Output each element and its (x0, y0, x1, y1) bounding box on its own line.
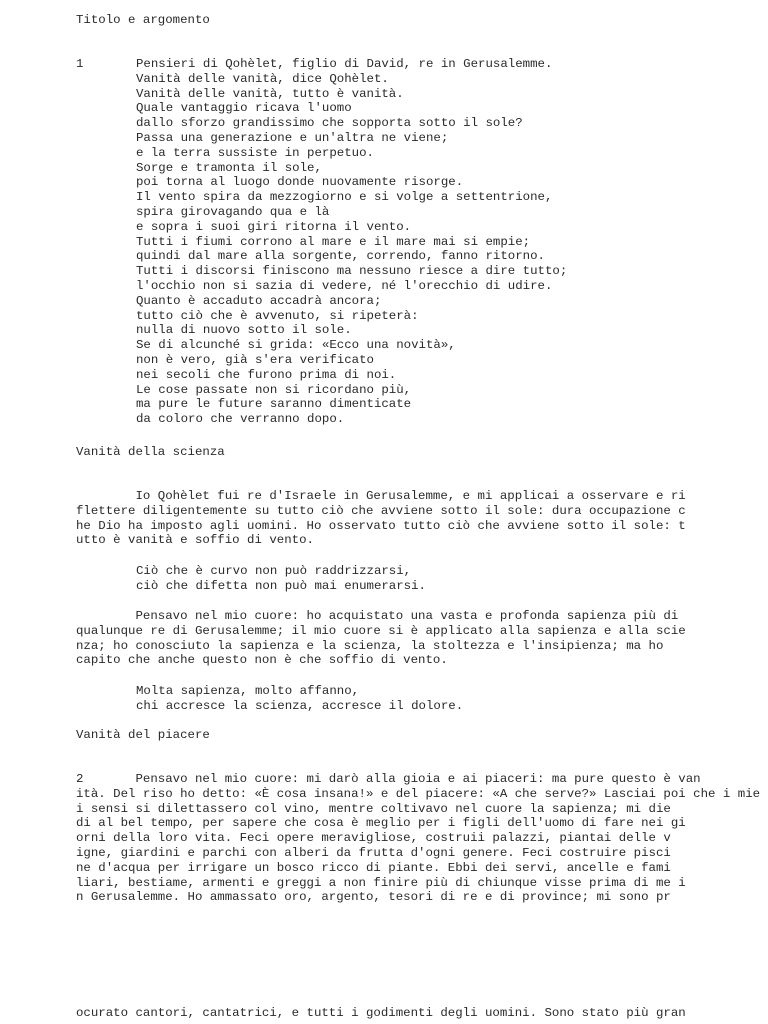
verse-line: nulla di nuovo sotto il sole. (136, 323, 352, 338)
prose-line: i sensi si dilettassero col vino, mentre coltivavo nel cuore la sapienza; mi die (76, 801, 671, 816)
prose-line: liari, bestiame, armenti e greggi a non finire più di chiunque visse prima di me i (76, 875, 686, 890)
verse-line: Ciò che è curvo non può raddrizzarsi, (136, 564, 412, 578)
prose-line: Pensavo nel mio cuore: ho acquistato una vasta e profonda sapienza più di (76, 609, 679, 623)
verse-line: l'occhio non si sazia di vedere, né l'orecchio di udire. (136, 279, 553, 293)
section-heading-scienza: Vanità della scienza (76, 445, 225, 459)
section-heading-piacere: Vanità del piacere (76, 728, 210, 742)
verse-line: ciò che difetta non può mai enumerarsi. (136, 578, 426, 593)
verse-line: Tutti i discorsi finiscono ma nessuno riesce a dire tutto; (136, 264, 568, 279)
verse-line: Sorge e tramonta il sole, (136, 160, 322, 175)
verse-line: Le cose passate non si ricordano più, (136, 382, 412, 397)
prose-line: he Dio ha imposto agli uomini. Ho osservato tutto ciò che avviene sotto il sole: t (76, 518, 686, 533)
verse-line: Tutti i fiumi corrono al mare e il mare mai si empie; (136, 234, 531, 249)
prose-line: orni della loro vita. Feci opere meravigliose, costruii palazzi, piantai delle v (76, 831, 671, 846)
verse-line: Molta sapienza, molto affanno, (136, 684, 360, 698)
prose-line: Io Qohèlet fui re d'Israele in Gerusalemme, e mi applicai a osservare e ri (76, 489, 686, 503)
verse-line: poi torna al luogo donde nuovamente risorge. (136, 175, 464, 190)
verse-line: Vanità delle vanità, tutto è vanità. (136, 86, 404, 101)
prose-line: flettere diligentemente su tutto ciò che avviene sotto il sole: dura occupazione c (76, 503, 686, 518)
verse-line: chi accresce la scienza, accresce il dolore. (136, 698, 464, 713)
verse-line: nei secoli che furono prima di noi. (136, 367, 397, 382)
prose-line: nza; ho conosciuto la sapienza e la scienza, la stoltezza e l'insipienza; ma ho (76, 638, 664, 653)
verse-line: Quanto è accaduto accadrà ancora; (136, 293, 382, 308)
verse-line: spira girovagando qua e là (136, 205, 330, 219)
verse-line: e sopra i suoi giri ritorna il vento. (136, 219, 412, 234)
verse-line: dallo sforzo grandissimo che sopporta sotto il sole? (136, 116, 523, 131)
verse-line: da coloro che verranno dopo. (136, 412, 345, 427)
chapter-number: 1 (76, 57, 84, 71)
verse-line: Il vento spira da mezzogiorno e si volge a settentrione, (136, 190, 553, 205)
prose-line: utto è vanità e soffio di vento. (76, 533, 314, 548)
verse-line: tutto ciò che è avvenuto, si ripeterà: (136, 308, 419, 323)
section-heading-titolo: Titolo e argomento (76, 13, 210, 27)
prose-line: qualunque re di Gerusalemme; il mio cuore si è applicato alla sapienza e alla scie (76, 623, 686, 638)
verse-line: Quale vantaggio ricava l'uomo (136, 101, 352, 116)
prose-line: 2 Pensavo nel mio cuore: mi darò alla gioia e ai piaceri: ma pure questo è van (76, 772, 701, 786)
continuation-line: ocurato cantori, cantatrici, e tutti i godimenti degli uomini. Sono stato più gran (76, 1006, 686, 1020)
prose-line: ne d'acqua per irrigare un bosco ricco di piante. Ebbi dei servi, ancelle e fami (76, 860, 671, 875)
prose-line: ità. Del riso ho detto: «È cosa insana!» e del piacere: «A che serve?» Lasciai poi che i mie (76, 786, 761, 801)
prose-line: di al bel tempo, per sapere che cosa è meglio per i figli dell'uomo di fare nei gi (76, 816, 686, 831)
prose-line: capito che anche questo non è che soffio di vento. (76, 653, 448, 668)
verse-line: Vanità delle vanità, dice Qohèlet. (136, 71, 389, 86)
verse-line: Se di alcunché si grida: «Ecco una novità», (136, 338, 456, 353)
verse-line: Pensieri di Qohèlet, figlio di David, re in Gerusalemme. (136, 57, 553, 71)
verse-line: non è vero, già s'era verificato (136, 353, 374, 367)
verse-line: ma pure le future saranno dimenticate (136, 397, 412, 412)
verse-line: e la terra sussiste in perpetuo. (136, 145, 374, 160)
verse-line: quindi dal mare alla sorgente, correndo, fanno ritorno. (136, 249, 545, 264)
prose-line: n Gerusalemme. Ho ammassato oro, argento, tesori di re e di province; mi sono pr (76, 890, 671, 905)
prose-line: igne, giardini e parchi con alberi da frutta d'ogni genere. Feci costruire pisci (76, 846, 671, 860)
verse-line: Passa una generazione e un'altra ne viene; (136, 131, 449, 145)
